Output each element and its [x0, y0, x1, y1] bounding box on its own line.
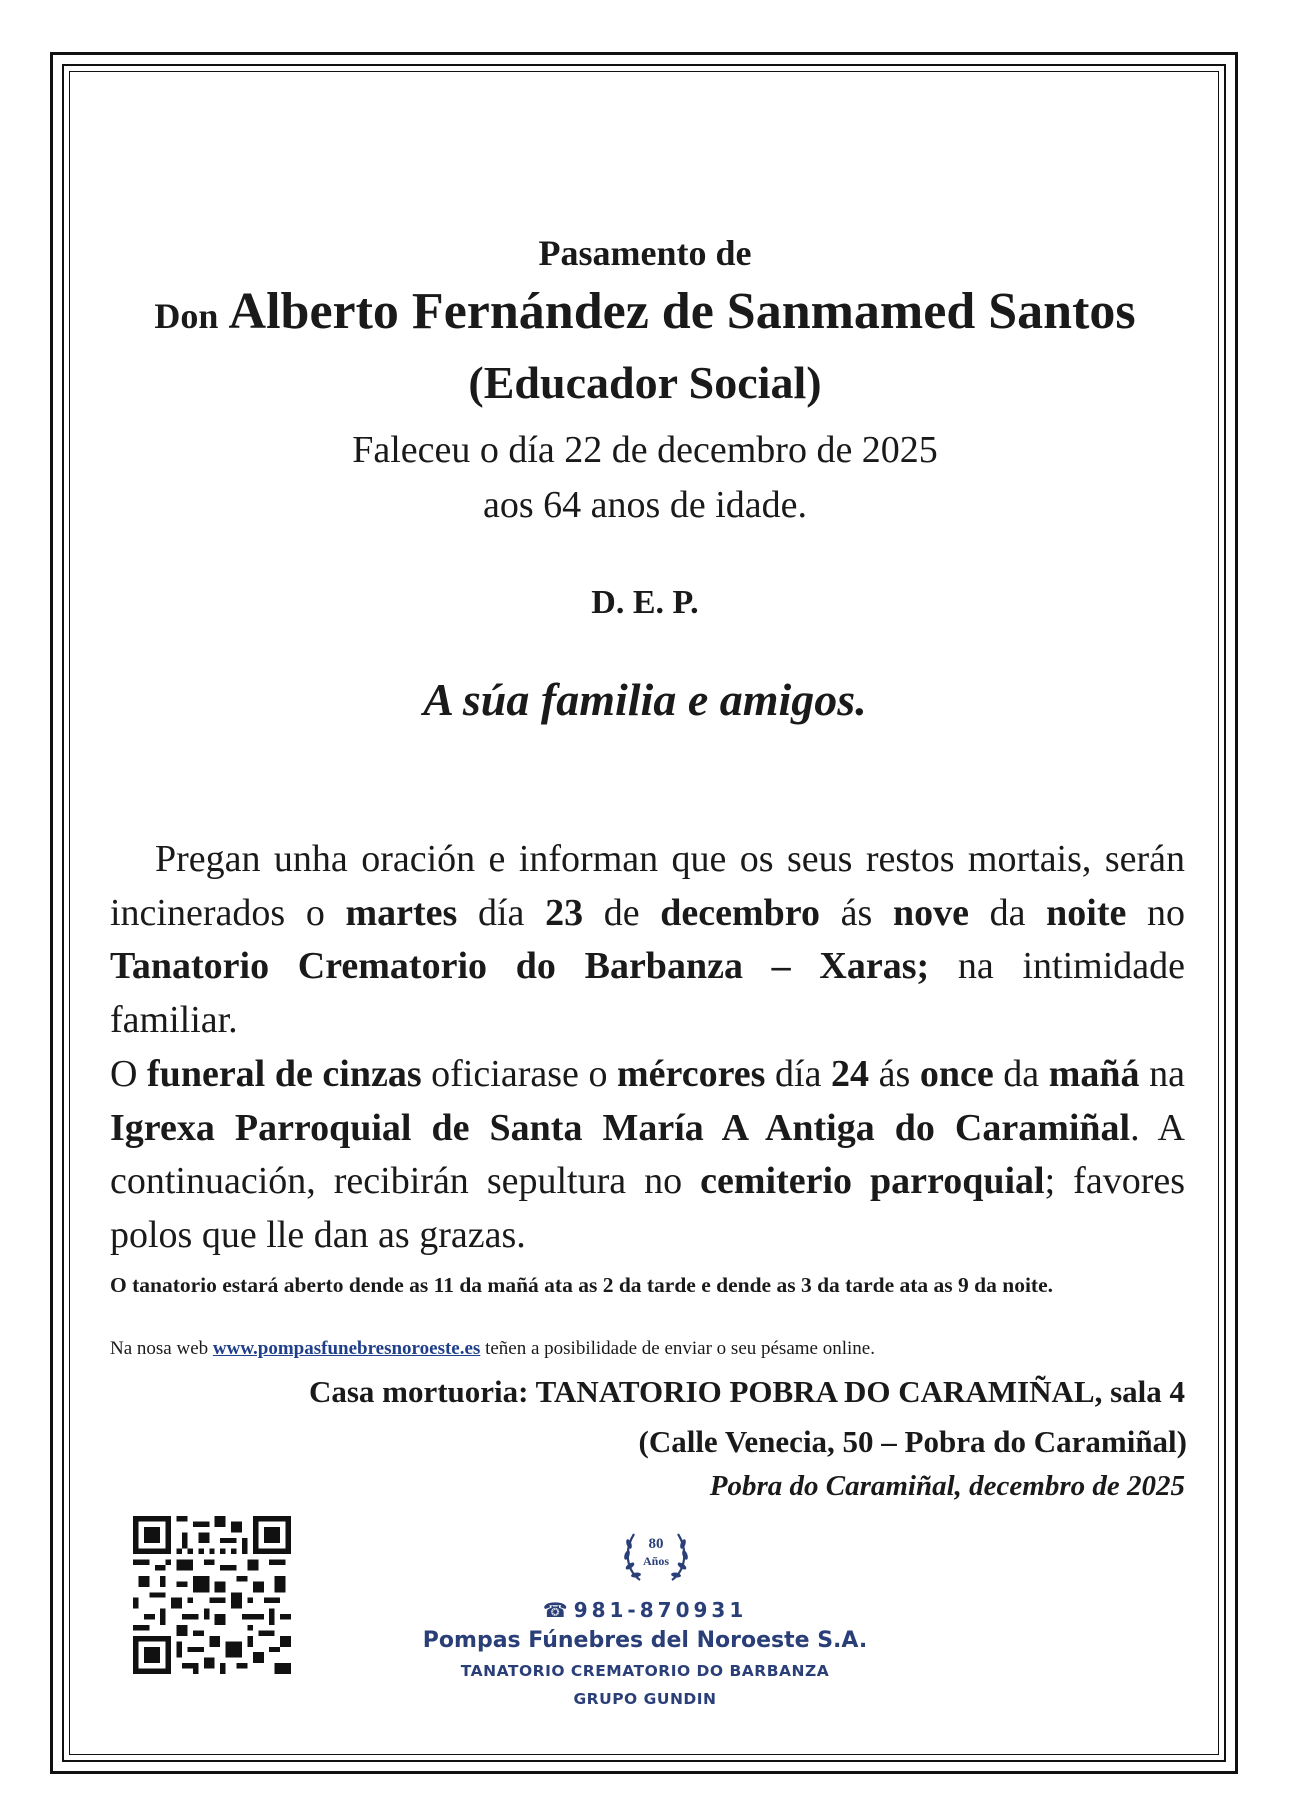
- website-link[interactable]: www.pompasfunebresnoroeste.es: [212, 1338, 481, 1359]
- title-prefix: Don: [154, 296, 219, 336]
- occupation: (Educador Social): [468, 357, 822, 408]
- deceased-name: Alberto Fernández de Sanmamed Santos: [228, 283, 1136, 340]
- company-group: GRUPO GUNDIN: [573, 1690, 717, 1708]
- badge-number: 80: [648, 1536, 664, 1552]
- rip: D. E. P.: [591, 584, 699, 621]
- badge-label: Años: [642, 1554, 669, 1568]
- casa-mortuoria: Casa mortuoria: TANATORIO POBRA DO CARAMIÑAL, sala 4: [308, 1374, 1185, 1409]
- paragraph-cremation: Pregan unha oración e informan que os seus restos mortais, serán incinerados o martes día 23 de decembro ás nove da noite no Tanatorio Crematorio do Barbanza – Xaras; na intimidade familiar.: [110, 838, 1186, 1041]
- phone-number-line[interactable]: [0, 1598, 1290, 1622]
- phone-icon: ☎: [542, 1598, 568, 1622]
- place-date: Pobra do Caramiñal, decembro de 2025: [709, 1470, 1185, 1502]
- death-date: Faleceu o día 22 de decembro de 2025: [352, 429, 938, 471]
- company-name: Pompas Fúnebres del Noroeste S.A.: [422, 1628, 868, 1653]
- age: aos 64 anos de idade.: [483, 484, 807, 526]
- anniversary-badge: [618, 1518, 694, 1594]
- intro-heading: Pasamento de: [538, 233, 752, 273]
- company-subtitle: TANATORIO CREMATORIO DO BARBANZA: [460, 1662, 830, 1680]
- paragraph-funeral: O funeral de cinzas oficiarase o mércores día 24 ás once da mañá na Igrexa Parroquial de Santa María A Antiga do Caramiñal. A continuación, recibirán sepultura no cemiterio parroquial; favores polos que lle dan as grazas.: [110, 1053, 1186, 1256]
- family-line: A súa familia e amigos.: [423, 674, 867, 725]
- deceased-name-line: [0, 282, 1290, 341]
- web-note: Na nosa web www.pompasfunebresnoroeste.es teñen a posibilidade de enviar o seu pésame online.: [110, 1338, 875, 1359]
- hours-note: O tanatorio estará aberto dende as 11 da mañá ata as 2 da tarde e dende as 3 da tarde ata as 9 da noite.: [110, 1273, 1053, 1297]
- phone-number: 981-870931: [573, 1598, 748, 1622]
- address: (Calle Venecia, 50 – Pobra do Caramiñal): [638, 1424, 1187, 1459]
